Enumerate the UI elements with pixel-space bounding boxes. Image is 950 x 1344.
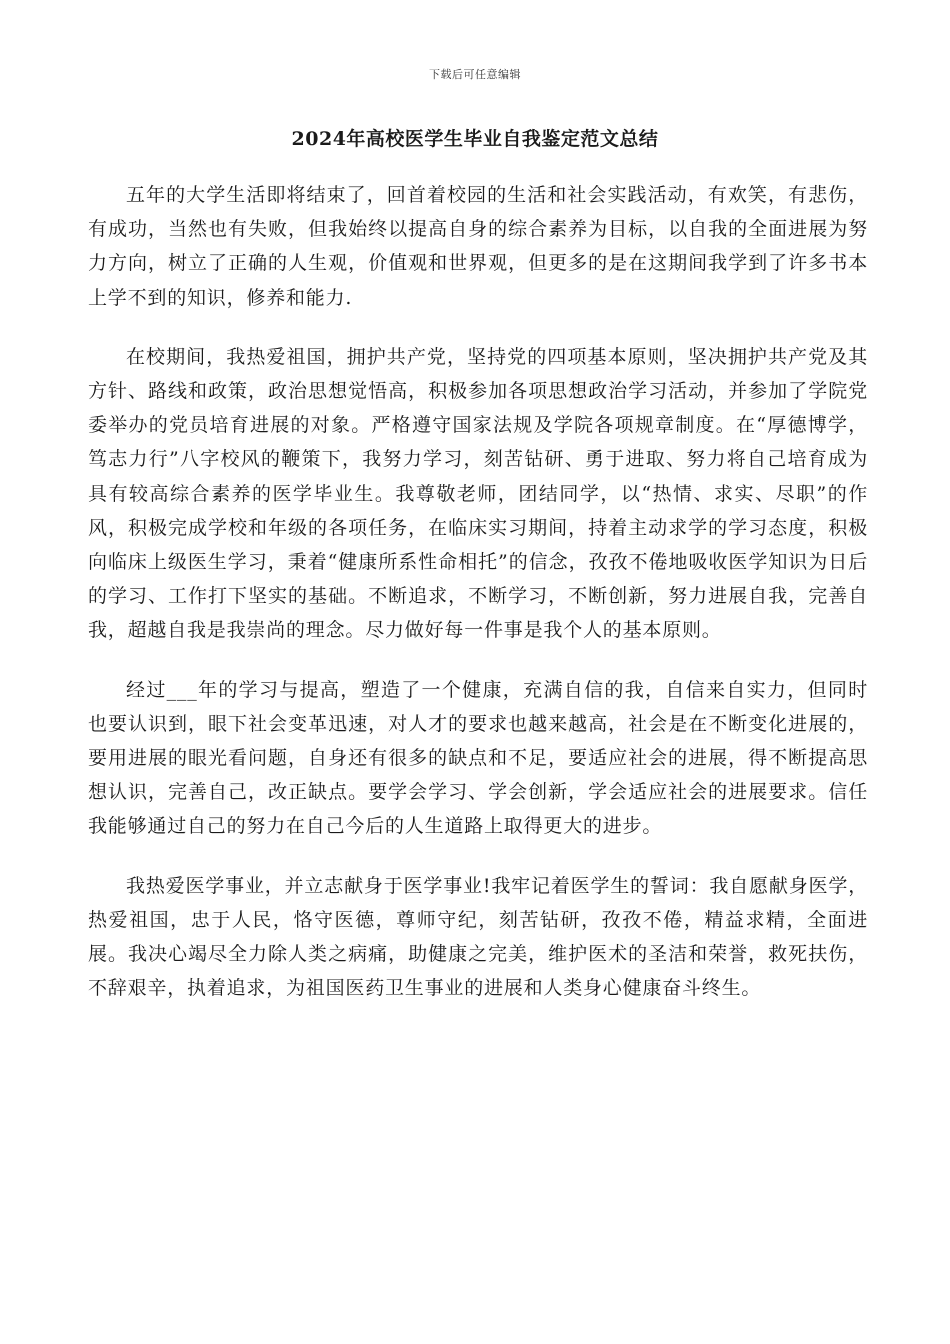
paragraph: 我热爱医学事业，并立志献身于医学事业!我牢记着医学生的誓词：我自愿献身医学，热爱祖国，忠于人民，恪守医德，尊师守纪，刻苦钻研，孜孜不倦，精益求精，全面进展。我决心竭尽全力除人类之病痛，助健康之完美，维护医术的圣洁和荣誉，救死扶伤，不辞艰辛，执着追求，为祖国医药卫生事业的进展和人类身心健康奋斗终生。 <box>88 874 868 1000</box>
paragraph: 经过___年的学习与提高，塑造了一个健康，充满自信的我，自信来自实力，但同时也要认识到，眼下社会变革迅速，对人才的要求也越来越高，社会是在不断变化进展的，要用进展的眼光看问题，自身还有很多的缺点和不足，要适应社会的进展，得不断提高思想认识，完善自己，改正缺点。要学会学习、学会创新，学会适应社会的进展要求。信任我能够通过自己的努力在自己今后的人生道路上取得更大的进步。 <box>88 678 868 838</box>
document-title: 2024年高校医学生毕业自我鉴定范文总结 <box>291 128 659 150</box>
paragraph: 在校期间，我热爱祖国，拥护共产党，坚持党的四项基本原则，坚决拥护共产党及其方针、路线和政策，政治思想觉悟高，积极参加各项思想政治学习活动，并参加了学院党委举办的党员培育进展的对象。严格遵守国家法规及学院各项规章制度。在“厚德博学，笃志力行”八字校风的鞭策下，我努力学习，刻苦钻研、勇于进取、努力将自己培育成为具有较高综合素养的医学毕业生。我尊敬老师，团结同学，以“热情、求实、尽职”的作风，积极完成学校和年级的各项任务，在临床实习期间，持着主动求学的学习态度，积极向临床上级医生学习，秉着“健康所系性命相托”的信念，孜孜不倦地吸收医学知识为日后的学习、工作打下坚实的基础。不断追求，不断学习，不断创新，努力进展自我，完善自我，超越自我是我崇尚的理念。尽力做好每一件事是我个人的基本原则。 <box>88 345 868 642</box>
header-note: 下载后可任意编辑 <box>429 68 521 81</box>
document-body <box>88 178 868 1030</box>
paragraph: 五年的大学生活即将结束了，回首着校园的生活和社会实践活动，有欢笑，有悲伤，有成功，当然也有失败，但我始终以提高自身的综合素养为目标，以自我的全面进展为努力方向，树立了正确的人生观，价值观和世界观，但更多的是在这期间我学到了许多书本上学不到的知识，修养和能力. <box>88 184 868 309</box>
